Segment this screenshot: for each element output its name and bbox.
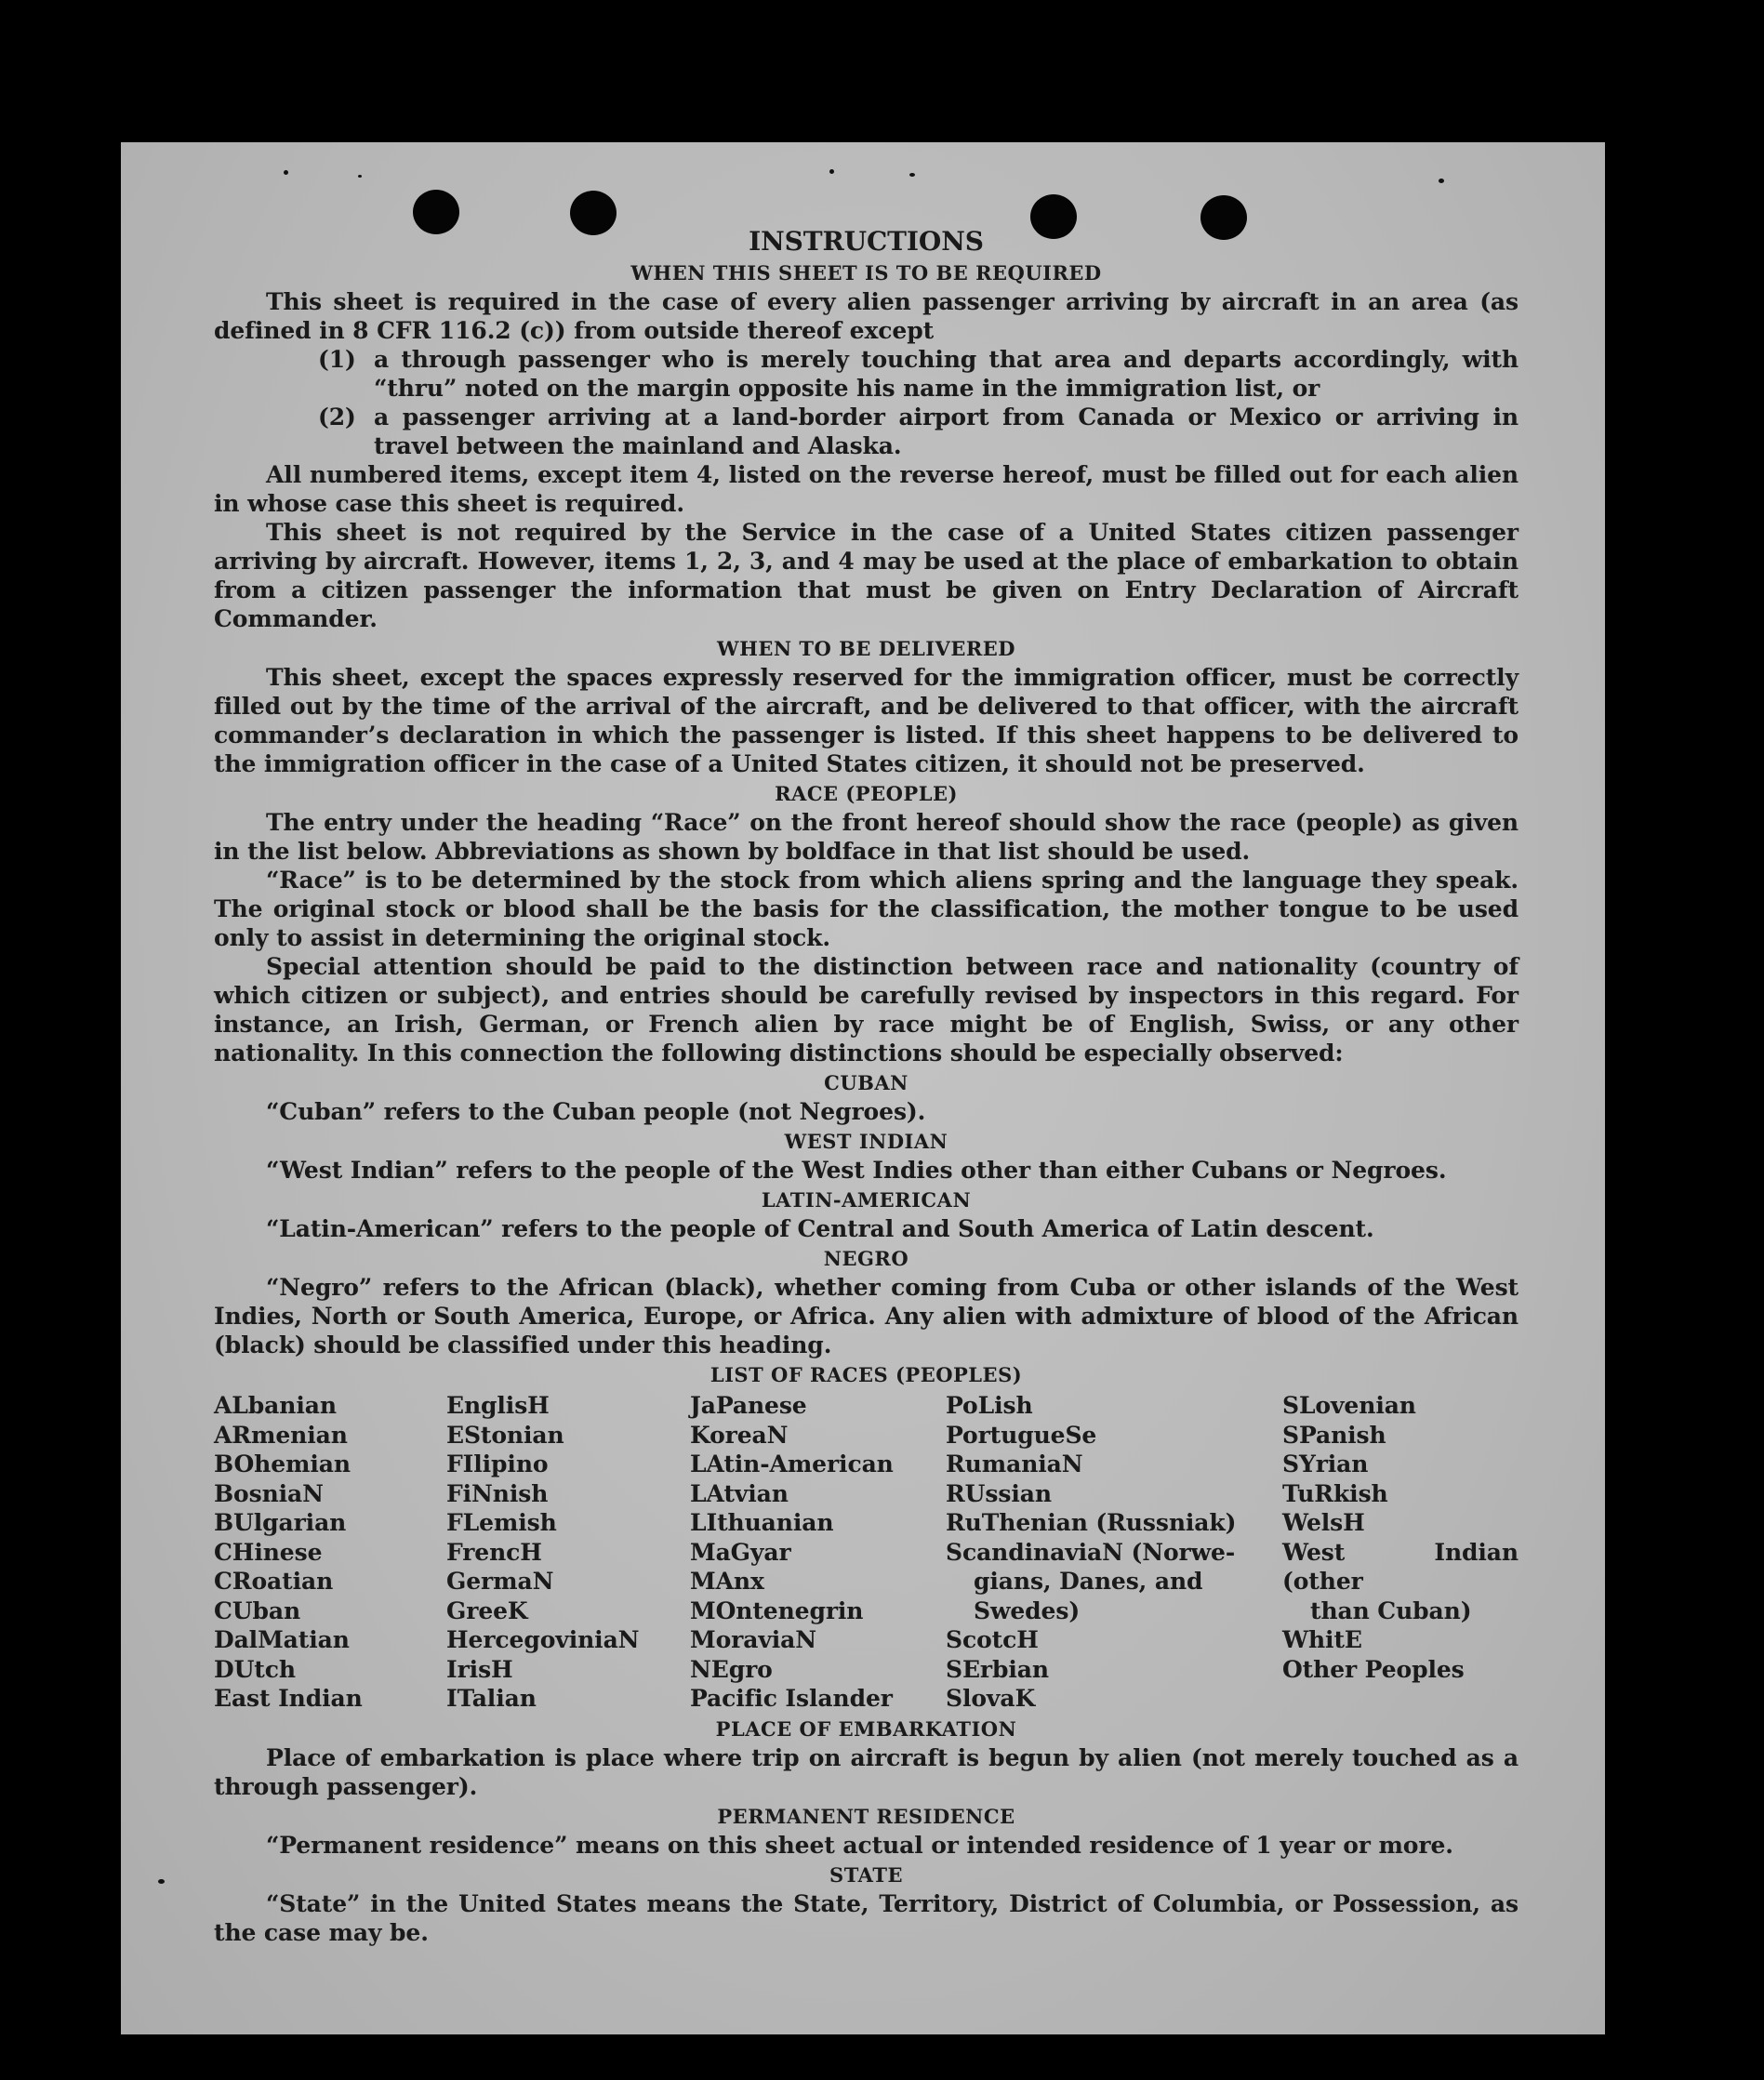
scan-speck	[284, 170, 288, 175]
section-heading: LATIN-AMERICAN	[761, 1188, 972, 1212]
race-entry: FrencH	[446, 1538, 542, 1566]
race-entry: BOhemian	[214, 1451, 351, 1477]
race-entry: ALbanian	[214, 1392, 337, 1419]
scan-speck	[358, 175, 362, 178]
race-entry: CRoatian	[214, 1568, 334, 1595]
race-entry: LAtin-American	[690, 1451, 894, 1477]
race-entry: LAtvian	[690, 1479, 789, 1507]
paragraph: “Cuban” refers to the Cuban people (not Negroes).	[266, 1098, 926, 1125]
race-entry: RuThenian (Russniak)	[946, 1509, 1237, 1536]
race-entry: BosniaN	[214, 1479, 324, 1507]
race-entry: West Indian (other	[1282, 1538, 1519, 1595]
race-entry: Other Peoples	[1282, 1655, 1465, 1683]
race-entry: SYrian	[1282, 1451, 1369, 1477]
page-title: INSTRUCTIONS	[749, 226, 984, 257]
paragraph: The entry under the heading “Race” on the front hereof should show the race (people) as given in the list below. Abbreviations as shown by boldface in that list should be used.	[214, 809, 1519, 865]
race-entry: MAnx	[690, 1568, 764, 1595]
list-item	[318, 403, 1519, 460]
section-heading: PERMANENT RESIDENCE	[717, 1804, 1015, 1828]
race-entry: RumaniaN	[946, 1451, 1083, 1477]
race-entry: HercegoviniaN	[446, 1626, 640, 1653]
race-column	[690, 1391, 946, 1714]
item-text: a through passenger who is merely touching that area and departs accordingly, with “thru” noted on the margin opposite his name in the immigration list, or	[374, 346, 1519, 402]
race-column	[1282, 1391, 1519, 1714]
scan-speck	[909, 173, 915, 177]
race-entry: MaGyar	[690, 1538, 791, 1566]
race-entry: BUlgarian	[214, 1509, 347, 1536]
scan-speck	[158, 1879, 165, 1884]
paragraph: This sheet, except the spaces expressly reserved for the immigration officer, must be correctly filled out by the time of the arrival of the aircraft, and be delivered to that officer, with the aircraft commander’s declaration in which the passenger is listed. If this sheet happens to be delivered to the immigration officer in the case of a United States citizen, it should not be preserved.	[214, 664, 1519, 777]
race-entry: FIlipino	[446, 1451, 549, 1477]
race-entry: EnglisH	[446, 1392, 550, 1419]
race-entry: IrisH	[446, 1655, 513, 1683]
instructions-content	[214, 226, 1519, 1947]
item-number: (1)	[318, 346, 356, 373]
section-heading: NEGRO	[823, 1247, 909, 1270]
race-entry: JaPanese	[690, 1392, 807, 1419]
race-entry: Pacific Islander	[690, 1685, 893, 1712]
race-entry-continuation: gians, Danes, and	[974, 1568, 1203, 1595]
section-heading: RACE (PEOPLE)	[775, 782, 958, 805]
paragraph: All numbered items, except item 4, listed on the reverse hereof, must be filled out for each alien in whose case this sheet is required.	[214, 461, 1519, 517]
race-entry: GreeK	[446, 1596, 528, 1624]
section-heading: WHEN TO BE DELIVERED	[716, 637, 1015, 660]
race-entry: EStonian	[446, 1421, 564, 1449]
paragraph: This sheet is required in the case of every alien passenger arriving by aircraft in an area (as defined in 8 CFR 116.2 (c)) from outside thereof except	[214, 288, 1519, 344]
paragraph: Place of embarkation is place where trip on aircraft is begun by alien (not merely touched as a through passenger).	[214, 1743, 1519, 1800]
race-entry: DUtch	[214, 1655, 296, 1683]
race-entry: FiNnish	[446, 1479, 549, 1507]
paragraph: “Negro” refers to the African (black), whether coming from Cuba or other islands of the West Indies, North or South America, Europe, or Africa. Any alien with admixture of blood of the African (black) should be classified under this heading.	[214, 1274, 1519, 1358]
paragraph: “State” in the United States means the State, Territory, District of Columbia, or Possession, as the case may be.	[214, 1889, 1519, 1946]
race-entry: PoLish	[946, 1392, 1033, 1419]
section-heading: CUBAN	[824, 1071, 909, 1094]
race-list	[214, 1391, 1519, 1714]
paragraph: “Permanent residence” means on this sheet actual or intended residence of 1 year or more.	[266, 1831, 1453, 1859]
race-entry: LIthuanian	[690, 1509, 834, 1536]
paragraph: “Latin-American” refers to the people of Central and South America of Latin descent.	[266, 1215, 1374, 1242]
scan-speck	[1439, 179, 1444, 183]
section-heading: STATE	[829, 1862, 903, 1887]
race-entry: ITalian	[446, 1685, 537, 1712]
race-entry-wrapped	[1282, 1538, 1519, 1626]
race-entry: ScandinaviaN (Norwe-	[946, 1538, 1236, 1566]
race-entry: GermaN	[446, 1568, 554, 1595]
item-text: a passenger arriving at a land-border airport from Canada or Mexico or arriving in travel between the mainland and Alaska.	[374, 404, 1519, 459]
race-entry: PortugueSe	[946, 1421, 1097, 1449]
race-entry: TuRkish	[1282, 1479, 1388, 1507]
race-entry: SPanish	[1282, 1421, 1386, 1449]
race-entry-wrapped	[946, 1538, 1282, 1626]
list-item	[318, 345, 1519, 403]
race-entry-continuation: Swedes)	[974, 1596, 1081, 1624]
race-entry: KoreaN	[690, 1421, 789, 1449]
race-entry: NEgro	[690, 1655, 773, 1683]
race-entry: DalMatian	[214, 1626, 350, 1653]
race-entry: WhitE	[1282, 1626, 1362, 1653]
race-column	[946, 1391, 1282, 1714]
paragraph: Special attention should be paid to the distinction between race and nationality (country of which citizen or subject), and entries should be carefully revised by inspectors in this regard. For instance, an Irish, German, or French alien by race might be of English, Swiss, or any other nationality. In this connection the following distinctions should be especially observed:	[214, 953, 1519, 1066]
section-heading: PLACE OF EMBARKATION	[715, 1716, 1017, 1741]
race-column	[446, 1391, 690, 1714]
race-entry: CHinese	[214, 1538, 323, 1566]
race-entry: East Indian	[214, 1685, 363, 1712]
race-entry-continuation: than Cuban)	[1310, 1596, 1472, 1624]
race-entry: WelsH	[1282, 1509, 1365, 1536]
race-entry: SlovaK	[946, 1685, 1036, 1712]
item-number: (2)	[318, 404, 356, 431]
race-entry: SLovenian	[1282, 1392, 1416, 1419]
section-heading: WHEN THIS SHEET IS TO BE REQUIRED	[630, 261, 1102, 285]
paragraph: “West Indian” refers to the people of the West Indies other than either Cubans or Negroes.	[266, 1157, 1447, 1184]
race-entry: CUban	[214, 1596, 301, 1624]
document-sheet	[121, 142, 1605, 2034]
section-heading: LIST OF RACES (PEOPLES)	[710, 1363, 1023, 1386]
race-column	[214, 1391, 446, 1714]
paragraph: “Race” is to be determined by the stock from which aliens spring and the language they speak. The original stock or blood shall be the basis for the classification, the mother tongue to be used only to assist in determining the original stock.	[214, 867, 1519, 951]
paragraph: This sheet is not required by the Service in the case of a United States citizen passenger arriving by aircraft. However, items 1, 2, 3, and 4 may be used at the place of embarkation to obtain from a citizen passenger the information that must be given on Entry Declaration of Aircraft Commander.	[214, 519, 1519, 632]
section-heading: WEST INDIAN	[784, 1130, 948, 1153]
race-entry: ARmenian	[214, 1421, 348, 1449]
race-entry: ScotcH	[946, 1626, 1039, 1653]
race-entry: MOntenegrin	[690, 1596, 864, 1624]
race-entry: RUssian	[946, 1479, 1052, 1507]
scan-speck	[829, 169, 834, 174]
race-entry: SErbian	[946, 1655, 1049, 1683]
race-entry: MoraviaN	[690, 1626, 816, 1653]
race-entry: FLemish	[446, 1509, 557, 1536]
